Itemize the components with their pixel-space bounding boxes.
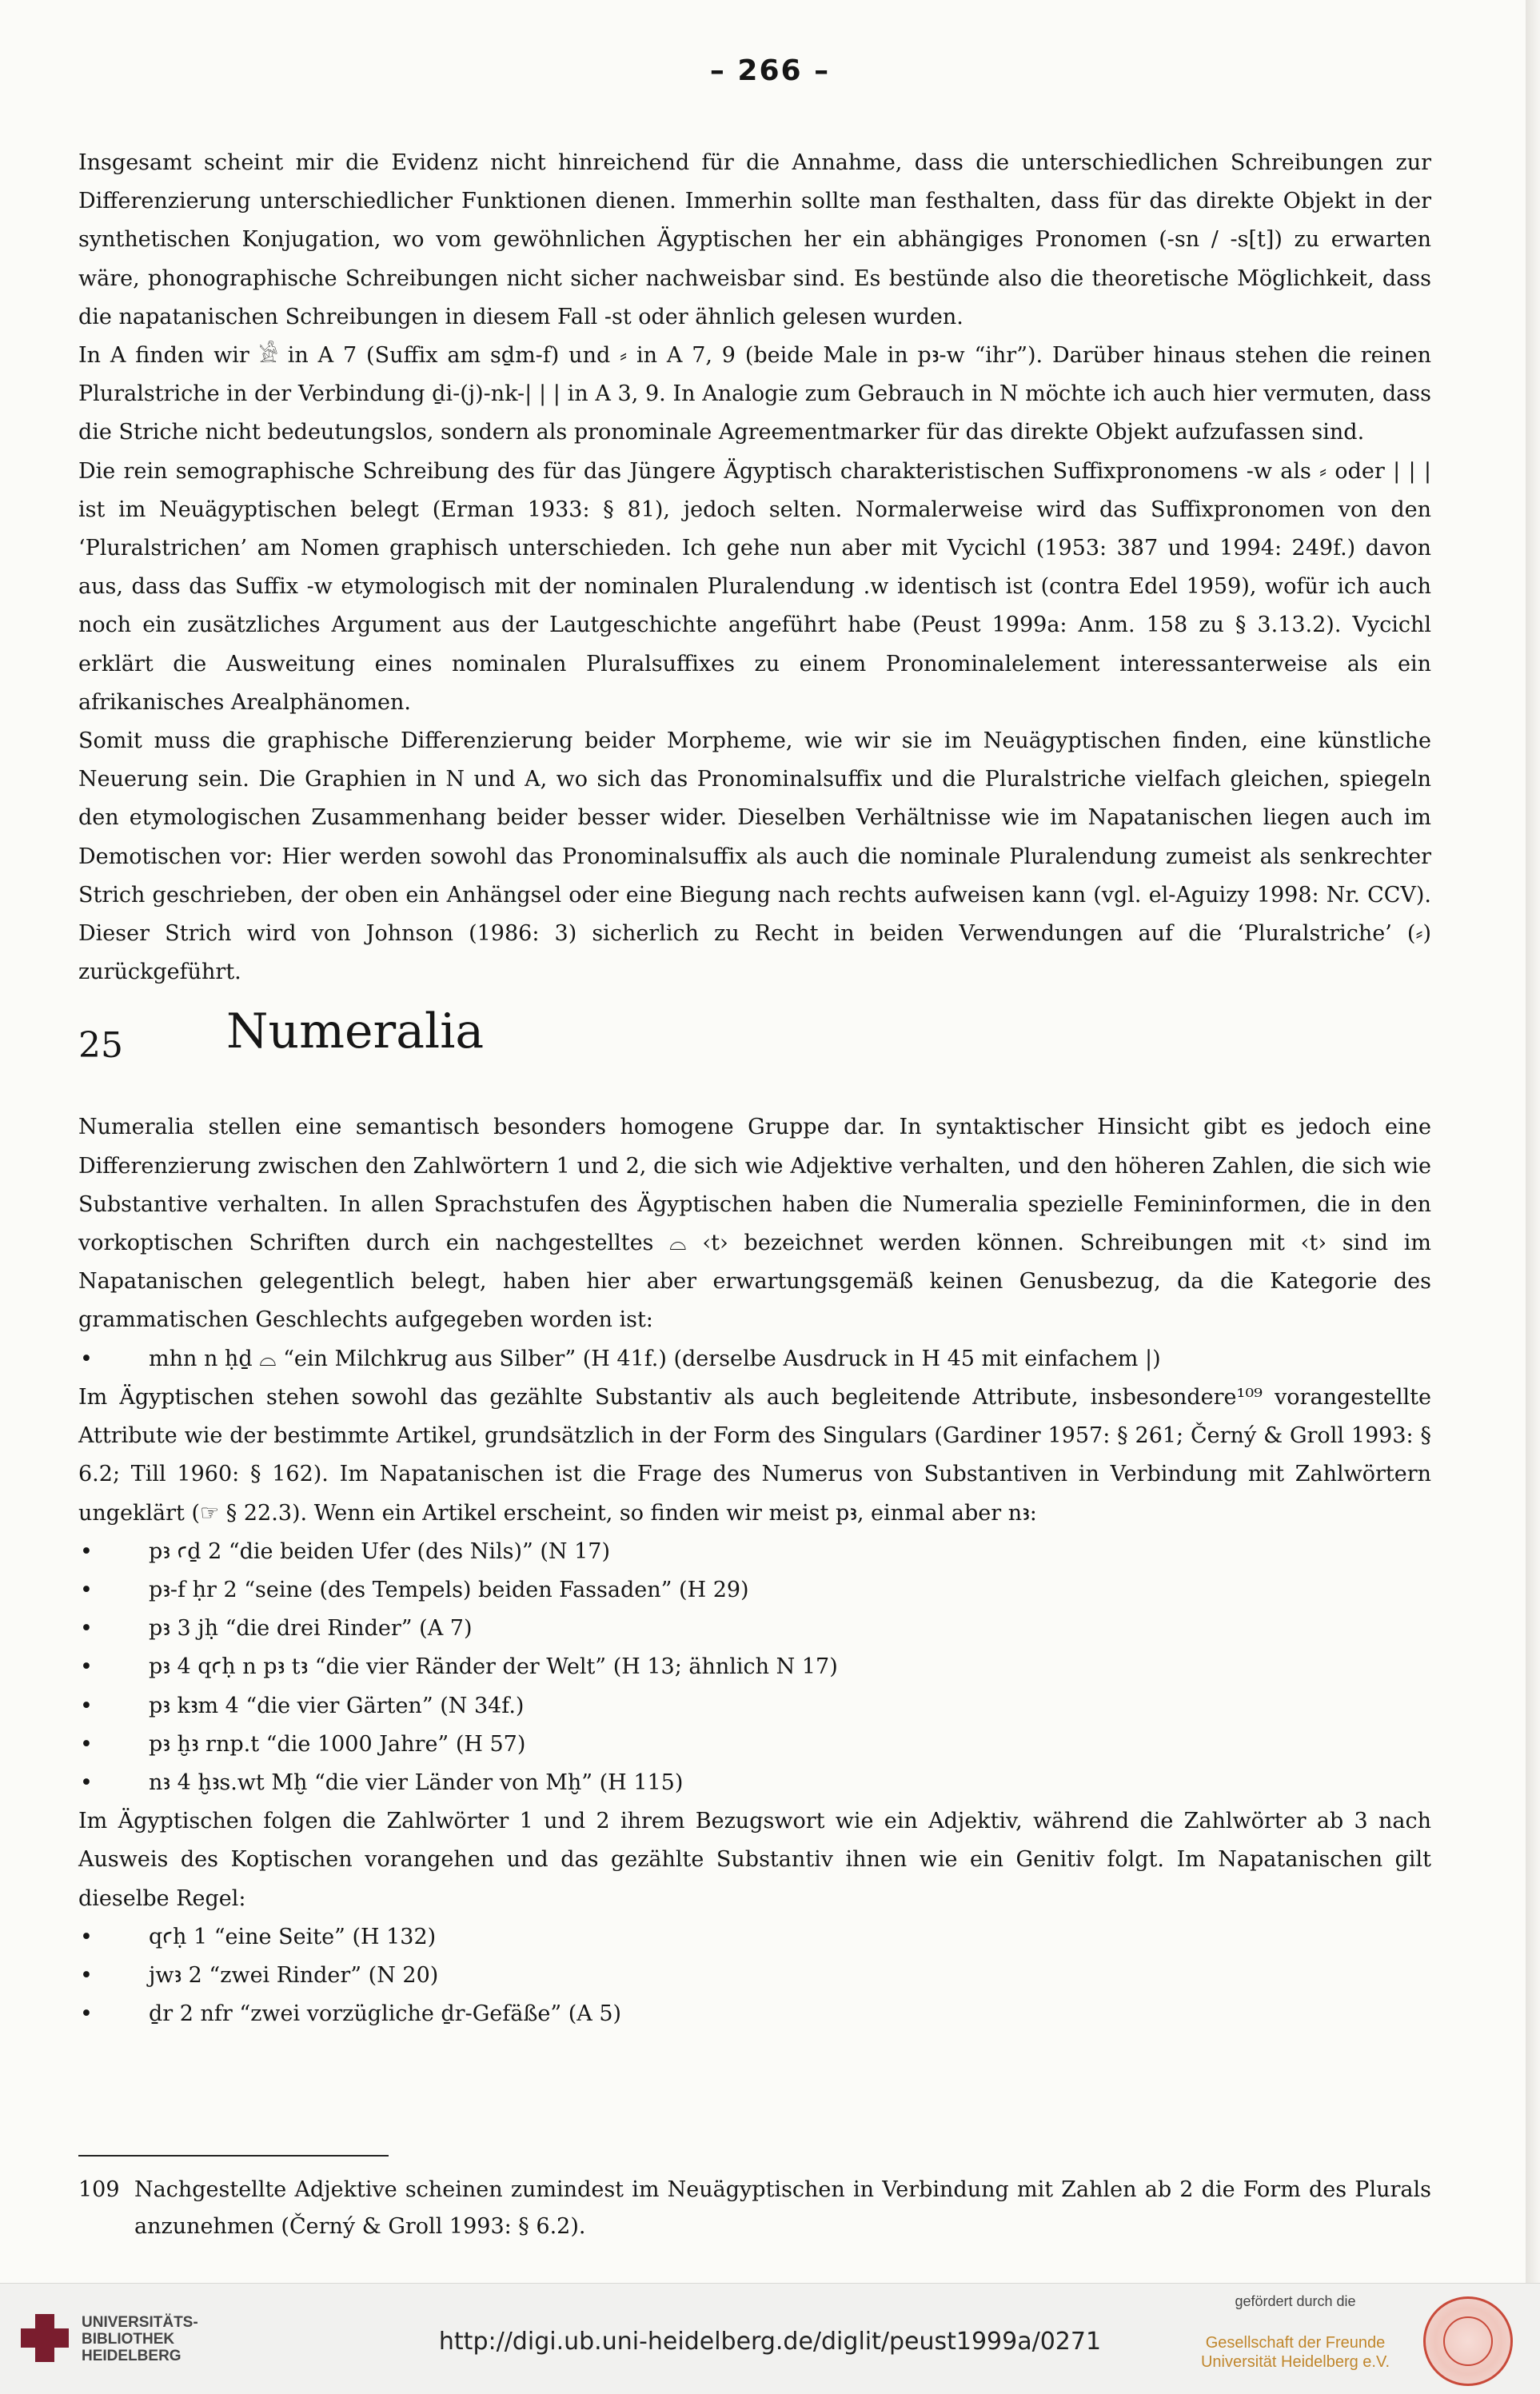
footnote-text: Nachgestellte Adjektive scheinen zumindest im Neuägyptischen in Verbindung mit Zahlen ab 2 die Form des Plurals anzunehmen (Černý & Groll 1993: § 6.2).	[134, 2177, 1431, 2239]
paragraph: Im Ägyptischen folgen die Zahlwörter 1 und 2 ihrem Bezugswort wie ein Adjektiv, während die Zahlwörter ab 3 nach Ausweis des Koptischen vorangehen und das gezählte Substantiv ihnen wie ein Genitiv folgt. Im Napatanischen gilt dieselbe Regel:	[78, 1809, 1431, 1911]
section-title: Numeralia	[226, 1003, 485, 1060]
page-number: – 266 –	[709, 54, 831, 87]
paragraph: Die rein semographische Schreibung des für das Jüngere Ägyptisch charakteristischen Suffixpronomens -w als ⸗ oder | | | ist im Neuägyptischen belegt (Erman 1933: § 81), jedoch selten. Normalerweise wird das Suffixpronomen von den ‘Pluralstrichen’ am Nomen graphisch unterschieden. Ich gehe nun aber mit Vycichl (1953: 387 und 1994: 249f.) davon aus, dass das Suffix -w etymologisch mit der nominalen Pluralendung .w identisch ist (contra Edel 1959), wofür ich auch noch ein zusätzliches Argument aus der Lautgeschichte angeführt habe (Peust 1999a: Anm. 158 zu § 3.13.2). Vycichl erklärt die Ausweitung eines nominalen Pluralsuffixes zu einem Pronominalelement interessanterweise als ein afrikanisches Arealphänomen.	[78, 458, 1431, 715]
list-item: • mhn n ḥḏ ⌓ “ein Milchkrug aus Silber” (H 41f.) (derselbe Ausdruck in H 45 mit einfachem |)	[78, 1340, 1431, 1379]
list-item: • nꜣ 4 ḫꜣs.wt Mḫ “die vier Länder von Mḫ” (H 115)	[78, 1764, 1431, 1802]
section-heading	[78, 1003, 1431, 1087]
sponsor-label: gefördert durch die	[1235, 2293, 1356, 2309]
example-list	[78, 1918, 1431, 2034]
page-edge	[1526, 0, 1540, 2393]
main-text	[78, 144, 1431, 2033]
list-item: • pꜣ ꜥḏ 2 “die beiden Ufer (des Nils)” (N 17)	[78, 1533, 1431, 1571]
library-name[interactable]: UNIVERSITÄTS- BIBLIOTHEK HEIDELBERG	[82, 2314, 198, 2364]
list-item: • pꜣ 4 qꜥḥ n pꜣ tꜣ “die vier Ränder der Welt” (H 13; ähnlich N 17)	[78, 1648, 1431, 1686]
example-list	[78, 1340, 1431, 1379]
footnote-rule	[78, 2155, 389, 2157]
paragraph: Im Ägyptischen stehen sowohl das gezählte Substantiv als auch begleitende Attribute, insbesondere¹⁰⁹ vorangestellte Attribute wie der bestimmte Artikel, grundsätzlich in der Form des Singulars (Gardiner 1957: § 261; Černý & Groll 1993: § 6.2; Till 1960: § 162). Im Napatanischen ist die Frage des Numerus von Substantiven in Verbindung mit Zahlwörtern ungeklärt (☞ § 22.3). Wenn ein Artikel erscheint, so finden wir meist pꜣ, einmal aber nꜣ:	[78, 1384, 1431, 1526]
seal-inner-ring	[1443, 2316, 1493, 2366]
paragraph: In A finden wir 𓀀 in A 7 (Suffix am sḏm-f) und ⸗ in A 7, 9 (beide Male in pꜣ-w “ihr”). Darüber hinaus stehen die reinen Pluralstriche in der Verbindung ḏi-(j)-nk-| | | in A 3, 9. In Analogie zum Gebrauch in N möchte ich auch hier vermuten, dass die Striche nicht bedeutungslos, sondern als pronominale Agreementmarker für das direkte Objekt aufzufassen sind.	[78, 343, 1431, 445]
university-seal-icon	[1423, 2296, 1513, 2386]
list-item: • jwꜣ 2 “zwei Rinder” (N 20)	[78, 1957, 1431, 1995]
paragraph: Numeralia stellen eine semantisch besonders homogene Gruppe dar. In syntaktischer Hinsicht gibt es jedoch eine Differenzierung zwischen den Zahlwörtern 1 und 2, die sich wie Adjektive verhalten, und den höheren Zahlen, die sich wie Substantive verhalten. In allen Sprachstufen des Ägyptischen haben die Numeralia spezielle Femininformen, die in den vorkoptischen Schriften durch ein nachgestelltes ⌓ ‹t› bezeichnet werden können. Schreibungen mit ‹t› sind im Napatanischen gelegentlich belegt, haben hier aber erwartungsgemäß keinen Genusbezug, da die Kategorie des grammatischen Geschlechts aufgegeben worden ist:	[78, 1115, 1431, 1333]
list-item: • pꜣ-f ḥr 2 “seine (des Tempels) beiden Fassaden” (H 29)	[78, 1571, 1431, 1610]
paragraph: Somit muss die graphische Differenzierung beider Morpheme, wie wir sie im Neuägyptischen finden, eine künstliche Neuerung sein. Die Graphien in N und A, wo sich das Pronominalsuffix und die Pluralstriche vielfach gleichen, spiegeln den etymologischen Zusammenhang beider besser wider. Dieselben Verhältnisse wie im Napatanischen liegen auch im Demotischen vor: Hier werden sowohl das Pronominalsuffix als auch die nominale Pluralendung zumeist als senkrechter Strich geschrieben, der oben ein Anhängsel oder eine Biegung nach rechts aufweisen kann (vgl. el-Aguizy 1998: Nr. CCV). Dieser Strich wird von Johnson (1986: 3) sicherlich zu Recht in beiden Verwendungen auf die ‘Pluralstriche’ (⸗) zurückgeführt.	[78, 728, 1431, 985]
sponsor-name[interactable]: Gesellschaft der Freunde Universität Heidelberg e.V.	[1200, 2334, 1390, 2371]
section-number: 25	[78, 1025, 123, 1067]
paragraph: Insgesamt scheint mir die Evidenz nicht hinreichend für die Annahme, dass die unterschiedlichen Schreibungen zur Differenzierung unterschiedlicher Funktionen dienen. Immerhin sollte man festhalten, dass für das direkte Objekt in der synthetischen Konjugation, wo vom gewöhnlichen Ägyptischen her ein abhängiges Pronomen (-sn / -s[t]) zu erwarten wäre, phonographische Schreibungen nicht sicher nachweisbar sind. Es bestünde also die theoretische Möglichkeit, dass die napatanischen Schreibungen in diesem Fall -st oder ähnlich gelesen wurden.	[78, 150, 1431, 329]
footnote-number: 109	[78, 2177, 120, 2202]
footnote	[78, 2172, 1431, 2245]
list-item: • pꜣ ḫꜣ rnp.t “die 1000 Jahre” (H 57)	[78, 1726, 1431, 1764]
example-list	[78, 1533, 1431, 1802]
list-item: • pꜣ 3 jḥ “die drei Rinder” (A 7)	[78, 1610, 1431, 1648]
list-item: • ḏr 2 nfr “zwei vorzügliche ḏr-Gefäße” (A 5)	[78, 1995, 1431, 2033]
permalink-url[interactable]: http://digi.ub.uni-heidelberg.de/diglit/peust1999a/0271	[438, 2328, 1102, 2356]
list-item: • pꜣ kꜣm 4 “die vier Gärten” (N 34f.)	[78, 1687, 1431, 1726]
list-item: • qꜥḥ 1 “eine Seite” (H 132)	[78, 1918, 1431, 1957]
footer-bar	[0, 2283, 1540, 2394]
